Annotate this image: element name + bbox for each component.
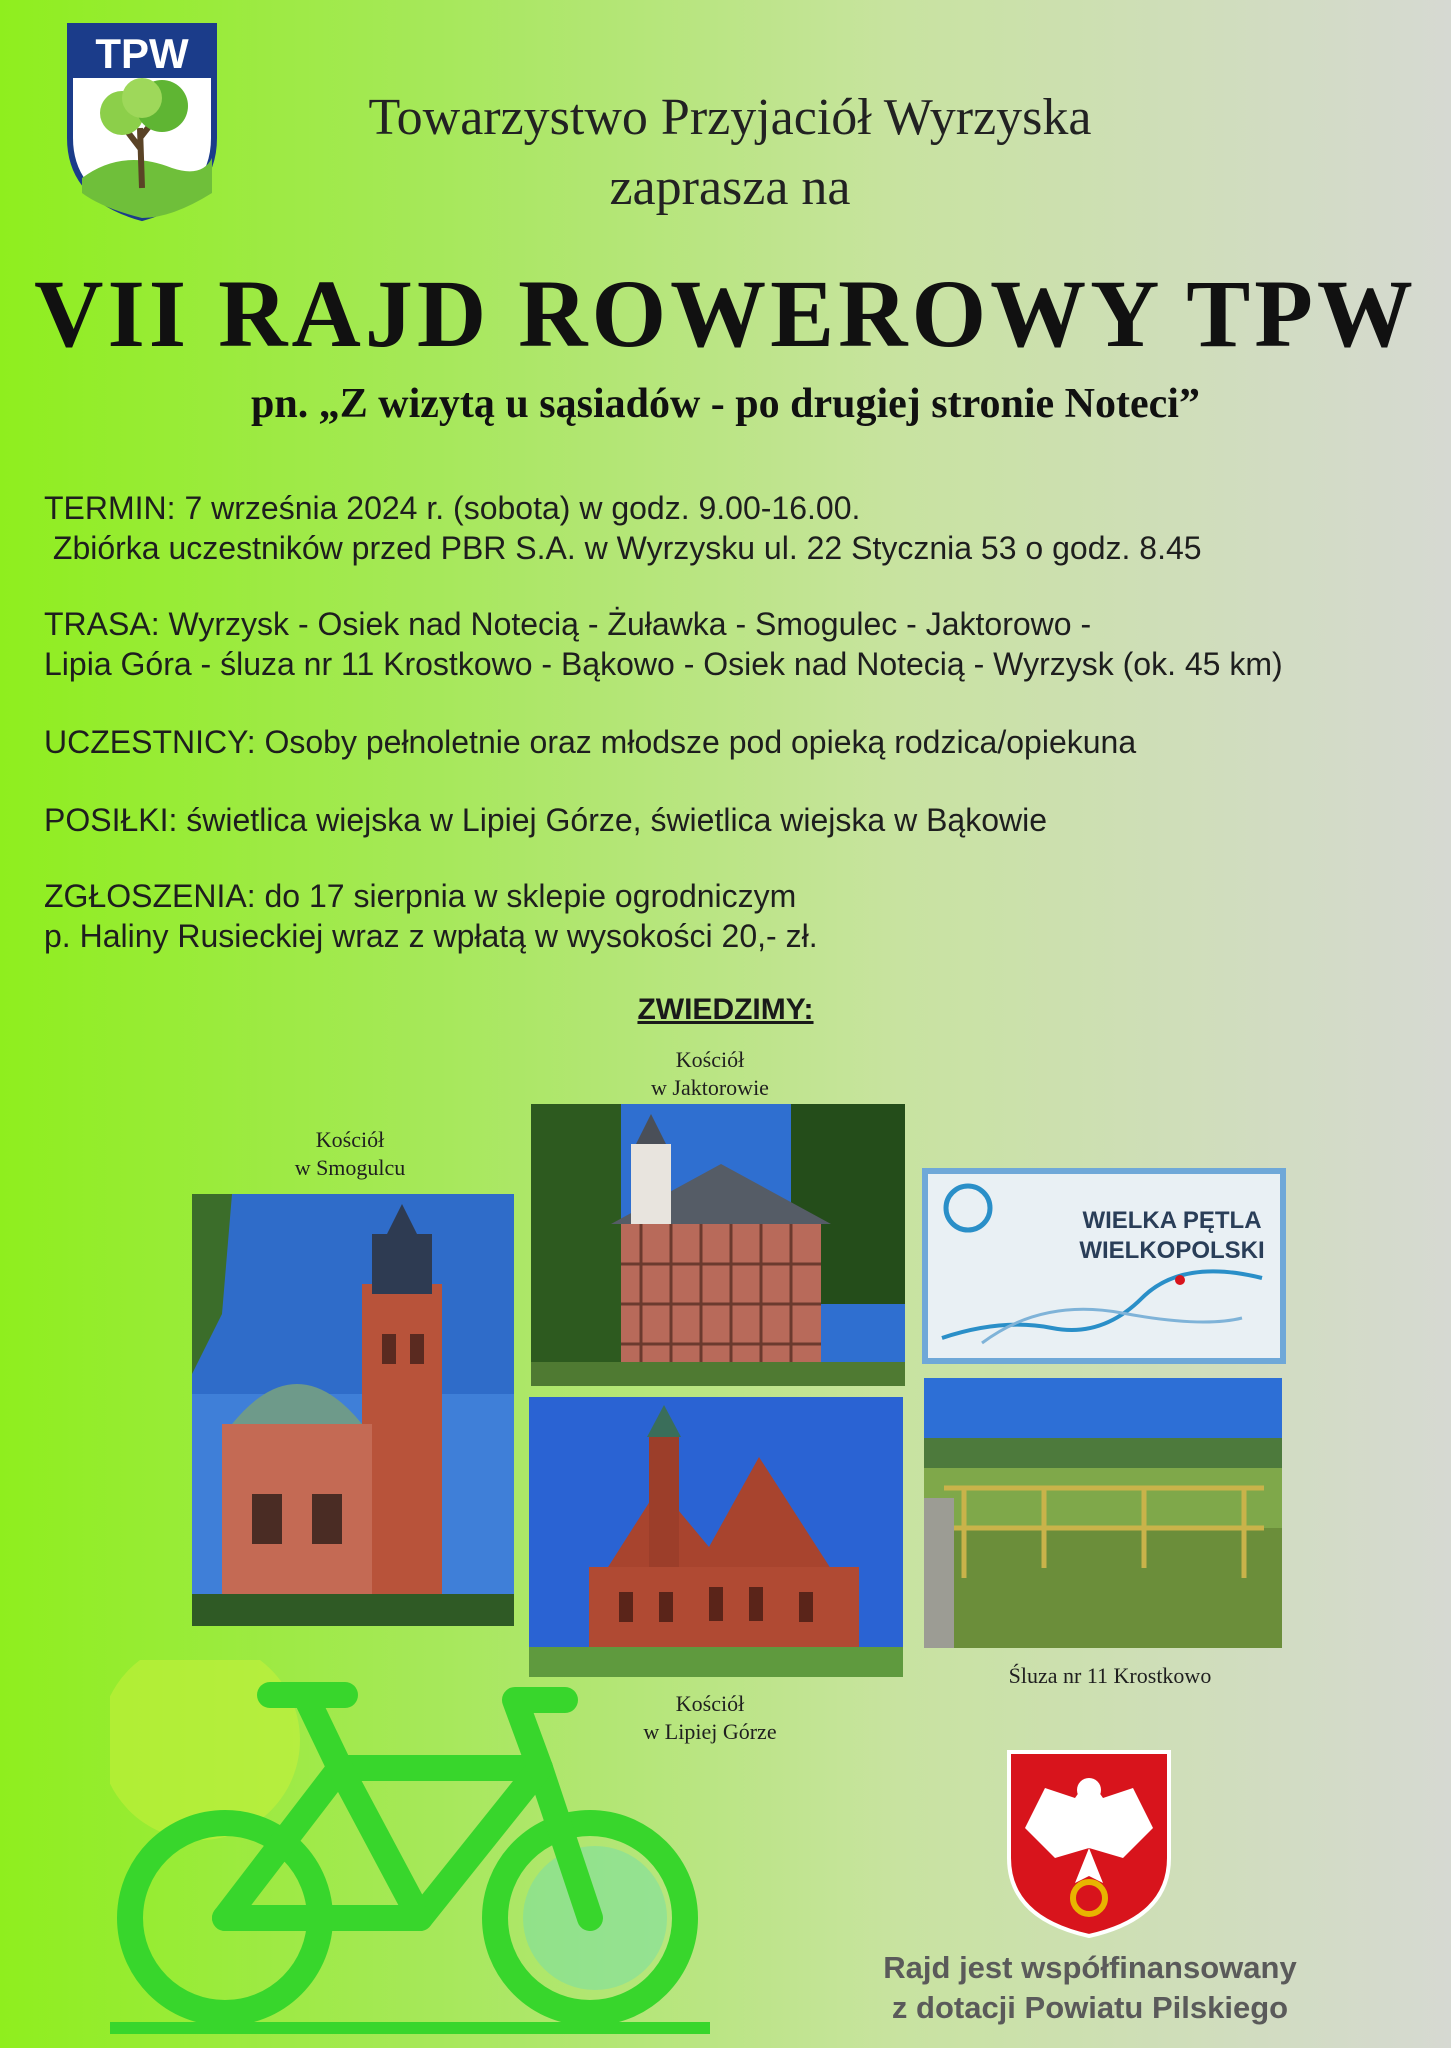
- funding-line2: z dotacji Powiatu Pilskiego: [891, 1990, 1289, 2025]
- info-posilki: POSIŁKI: świetlica wiejska w Lipiej Górze, świetlica wiejska w Bąkowie: [44, 802, 1048, 838]
- bicycle-graphic: [110, 1660, 730, 2040]
- info-trasa: TRASA: Wyrzysk - Osiek nad Notecią - Żuławka - Smogulec - Jaktorowo - Lipia Góra - śluza nr 11 Krostkowo - Bąkowo - Osiek nad Notecią - Wyrzysk (ok. 45 km): [44, 606, 1283, 682]
- photo-map-sign: [922, 1168, 1286, 1364]
- photo-sluza: [924, 1378, 1282, 1648]
- caption-jaktorowo-line2: w Jaktorowie: [651, 1075, 769, 1100]
- invite-text: zaprasza na: [609, 159, 851, 216]
- caption-smogulec-line1: Kościół: [315, 1127, 385, 1152]
- tree-logo-icon: [62, 18, 222, 223]
- organization-name: Towarzystwo Przyjaciół Wyrzyska: [368, 89, 1092, 146]
- caption-lipia-line1: Kościół: [675, 1691, 745, 1716]
- event-title: VII RAJD ROWEROWY TPW: [34, 260, 1417, 367]
- eagle-crest-icon: [1005, 1748, 1173, 1938]
- caption-jaktorowo: [590, 1046, 830, 1102]
- funding-note: [800, 1948, 1380, 2028]
- info-zgloszenia: ZGŁOSZENIA: do 17 sierpnia w sklepie ogrodniczym p. Haliny Rusieckiej wraz z wpłatą w wysokości 20,- zł.: [44, 878, 818, 954]
- photo-jaktorowo-church: [531, 1104, 905, 1386]
- info-termin: TERMIN: 7 września 2024 r. (sobota) w godz. 9.00-16.00. Zbiórka uczestników przed PBR S.A. w Wyrzysku ul. 22 Stycznia 53 o godz. 8.45: [44, 490, 1202, 566]
- funding-line1: Rajd jest współfinansowany: [883, 1950, 1297, 1985]
- tpw-logo: [62, 18, 222, 223]
- caption-sluza: Śluza nr 11 Krostkowo: [1008, 1663, 1212, 1688]
- caption-smogulec: [230, 1126, 470, 1182]
- map-sign-line2: WIELKOPOLSKI: [1079, 1237, 1265, 1264]
- info-uczestnicy: UCZESTNICY: Osoby pełnoletnie oraz młodsze pod opieką rodzica/opiekuna: [44, 724, 1137, 760]
- photo-smogulec-church: [192, 1194, 514, 1626]
- svg-text:TPW: TPW: [95, 30, 189, 77]
- caption-smogulec-line2: w Smogulcu: [294, 1155, 406, 1180]
- photo-lipia-gora-church: [529, 1397, 903, 1677]
- bicycle-icon: [110, 1660, 730, 2040]
- map-sign-line1: WIELKA PĘTLA: [1082, 1207, 1262, 1234]
- powiat-crest: [1005, 1748, 1173, 1938]
- caption-lipia-line2: w Lipiej Górze: [643, 1719, 777, 1744]
- visit-heading: ZWIEDZIMY:: [637, 993, 814, 1026]
- event-subtitle: pn. „Z wizytą u sąsiadów - po drugiej stronie Noteci”: [251, 381, 1200, 427]
- caption-jaktorowo-line1: Kościół: [675, 1047, 745, 1072]
